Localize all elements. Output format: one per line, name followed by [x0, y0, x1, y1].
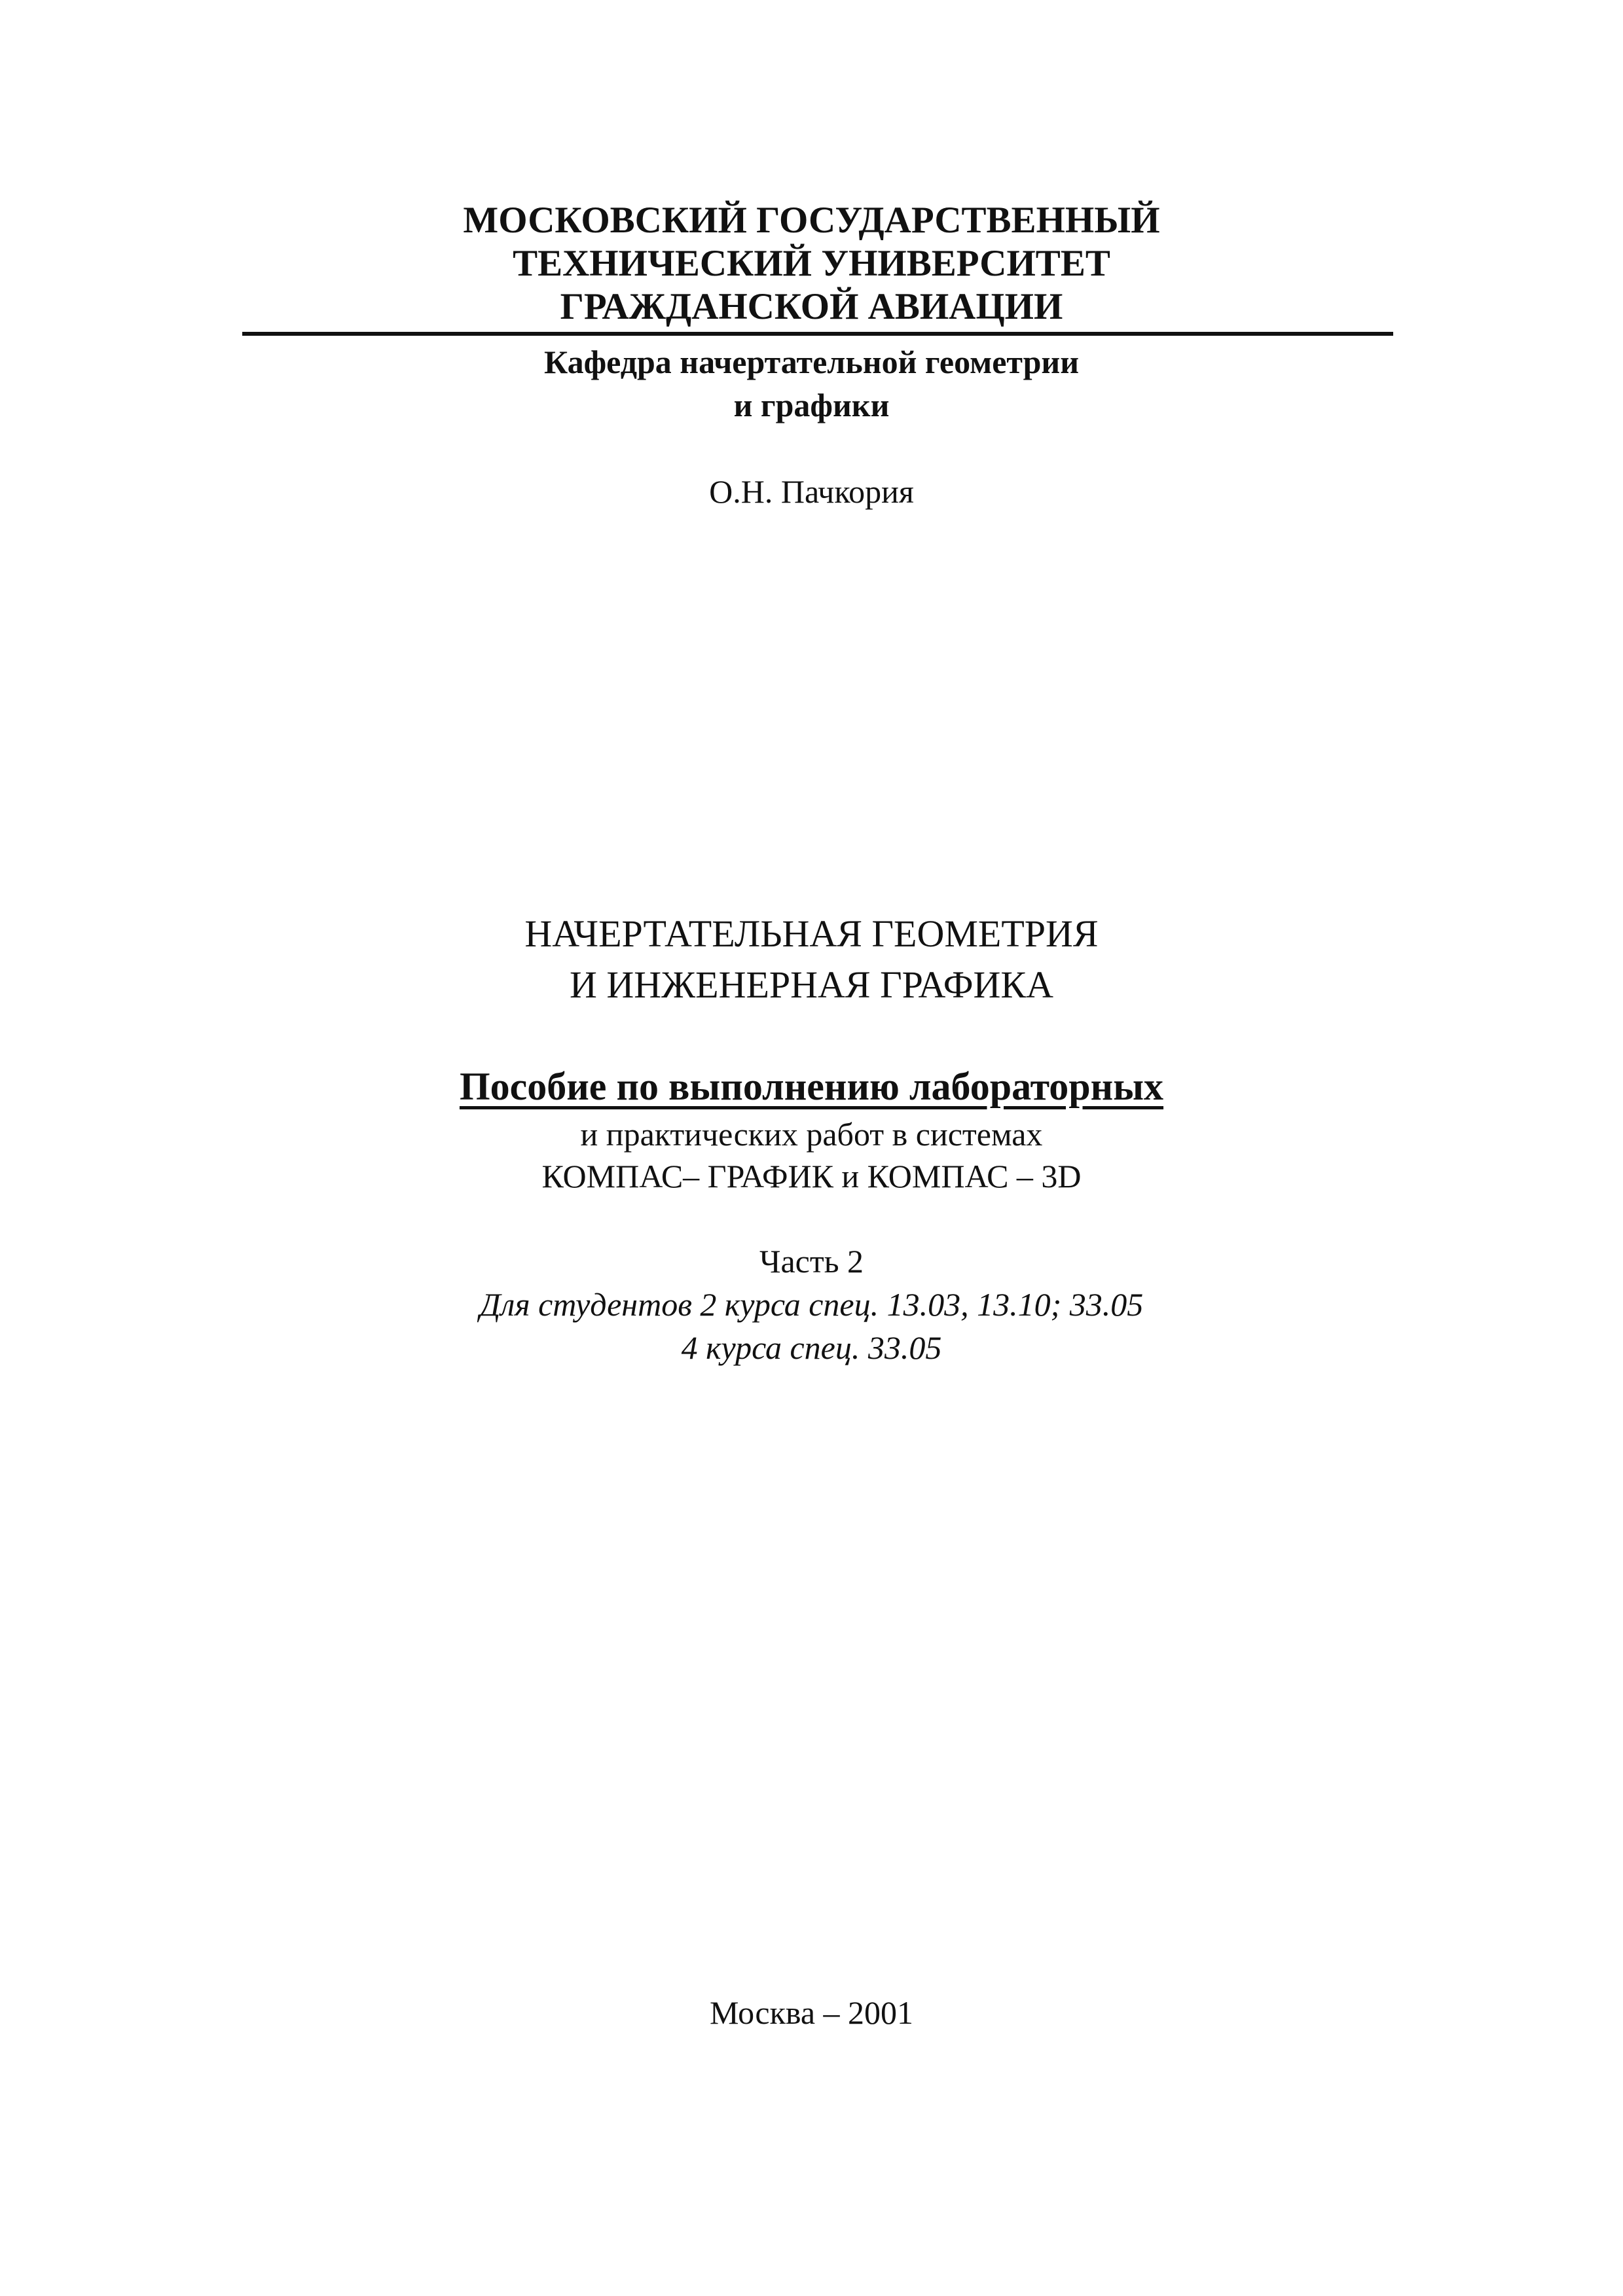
- part-label: Часть 2: [759, 1243, 864, 1280]
- subtitle-line3: КОМПАС– ГРАФИК и КОМПАС – 3D: [541, 1158, 1082, 1194]
- main-title-line1: НАЧЕРТАТЕЛЬНАЯ ГЕОМЕТРИЯ: [524, 912, 1099, 955]
- subtitle-line1: [0, 1067, 1623, 1106]
- university-name-line2: ТЕХНИЧЕСКИЙ УНИВЕРСИТЕТ: [513, 243, 1110, 284]
- subtitle-line2: и практических работ в системах: [580, 1116, 1043, 1153]
- university-name-line3: ГРАЖДАНСКОЙ АВИАЦИИ: [560, 286, 1063, 327]
- author-name: О.Н. Пачкория: [709, 473, 914, 510]
- subtitle-emphasis: Пособие по выполнению лабораторных: [459, 1065, 1164, 1108]
- audience-line2: 4 курса спец. 33.05: [681, 1329, 942, 1366]
- main-title-line2: И ИНЖЕНЕРНАЯ ГРАФИКА: [570, 963, 1053, 1006]
- department-line2: и графики: [733, 387, 890, 423]
- university-name-line1: МОСКОВСКИЙ ГОСУДАРСТВЕННЫЙ: [463, 200, 1160, 241]
- city-year: Москва – 2001: [709, 1994, 914, 2031]
- department-line1: Кафедра начертательной геометрии: [543, 344, 1080, 380]
- audience-line1: Для студентов 2 курса спец. 13.03, 13.10; 33.05: [479, 1286, 1144, 1323]
- header-divider: [242, 332, 1393, 336]
